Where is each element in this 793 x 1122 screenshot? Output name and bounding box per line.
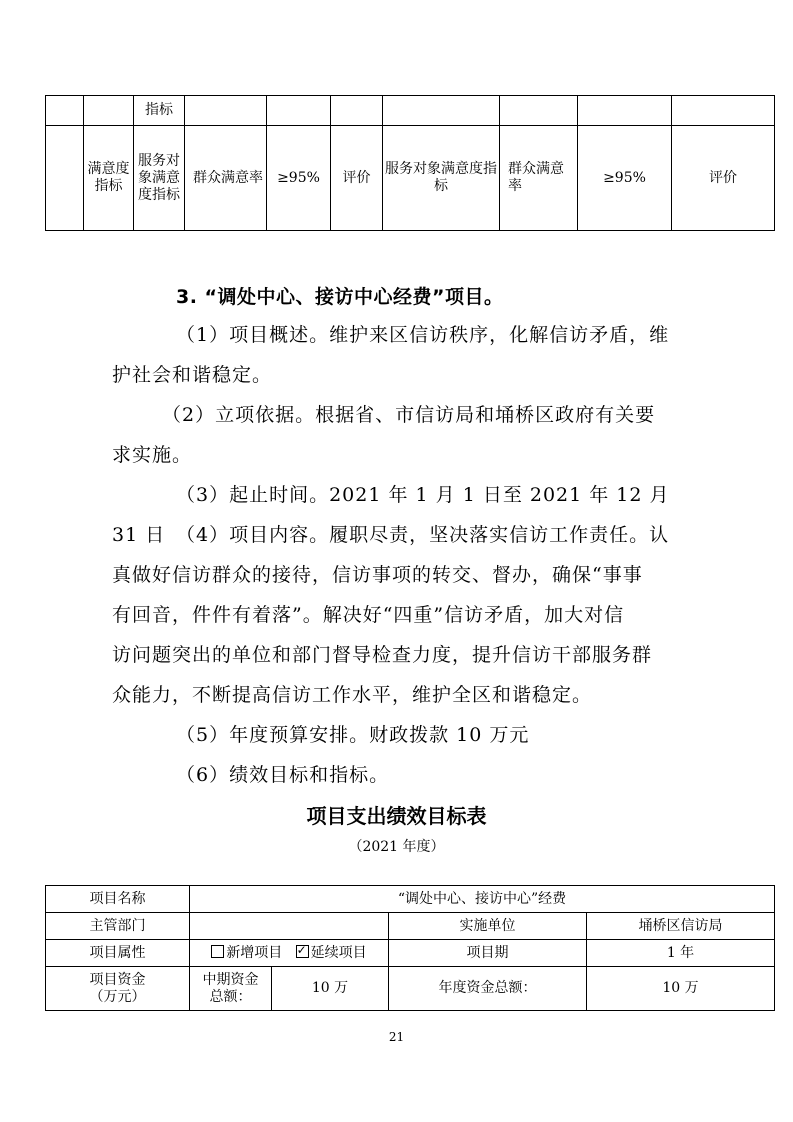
indicator-target: ≥95% [267, 126, 331, 231]
impl-label: 实施单位 [389, 913, 587, 940]
para-content-1: （4）项目内容。履职尽责，坚决落实信访工作责任。认 [176, 524, 670, 546]
indicator-method: 评价 [331, 126, 383, 231]
table-cell [331, 96, 383, 126]
para-goals: （6）绩效目标和指标。 [176, 764, 390, 786]
table-cell [267, 96, 331, 126]
indicator-table-continued [45, 95, 775, 231]
table-title: 项目支出绩效目标表 [306, 804, 487, 828]
para-content-4: 访问题突出的单位和部门督导检查力度，提升信访干部服务群 [112, 644, 653, 666]
para-overview-1: （1）项目概述。维护来区信访秩序，化解信访矛盾，维 [176, 324, 670, 346]
para-content-3: 有回音，件件有着落”。解决好“四重”信访矛盾，加大对信 [112, 604, 625, 626]
impl-value: 埇桥区信访局 [587, 913, 775, 940]
table-cell [672, 96, 775, 126]
fund-label-line1: 项目资金 [89, 971, 146, 988]
attr-options [190, 940, 389, 967]
fund-label [46, 967, 190, 1011]
attr-label: 项目属性 [46, 940, 190, 967]
para-budget: （5）年度预算安排。财政拨款 10 万元 [176, 724, 530, 746]
attr-new-label: 新增项目 [226, 944, 283, 961]
indicator-level2-annual: 服务对象满意度指标 [383, 126, 500, 231]
table-cell [185, 96, 267, 126]
table-year: （2021 年度） [348, 839, 445, 855]
para-period: （3）起止时间。2021 年 1 月 1 日至 2021 年 12 月 31 日 [112, 484, 670, 546]
period-label: 项目期 [389, 940, 587, 967]
indicator-target-annual: ≥95% [578, 126, 672, 231]
page-number: 21 [388, 1030, 405, 1044]
checkbox-checked-icon[interactable] [296, 945, 309, 958]
annual-fund-label: 年度资金总额： [389, 967, 587, 1011]
para-content-2: 真做好信访群众的接待，信访事项的转交、督办，确保“事事 [112, 564, 643, 586]
table-cell [46, 126, 84, 231]
para-basis-1: （2）立项依据。根据省、市信访局和埇桥区政府有关要 [162, 404, 656, 426]
period-value: 1 年 [587, 940, 775, 967]
indicator-level3: 群众满意率 [185, 126, 267, 231]
indicator-level3-annual: 群众满意率 [500, 126, 578, 231]
section-heading: 3. “调处中心、接访中心经费”项目。 [176, 286, 504, 308]
dept-value [190, 913, 389, 940]
table-cell [383, 96, 500, 126]
para-content-5: 众能力，不断提高信访工作水平，维护全区和谐稳定。 [112, 684, 593, 706]
table-cell: 指标 [134, 96, 185, 126]
fund-label-line2: （万元） [89, 988, 146, 1005]
table-cell [84, 96, 134, 126]
mid-fund-label: 中期资金总额： [190, 967, 272, 1011]
table-cell [578, 96, 672, 126]
mid-fund-value: 10 万 [272, 967, 389, 1011]
project-name-label: 项目名称 [46, 886, 190, 913]
table-cell [500, 96, 578, 126]
para-overview-2: 护社会和谐稳定。 [112, 364, 273, 386]
project-goal-table [45, 885, 775, 1011]
project-name-value: “调处中心、接访中心”经费 [190, 886, 775, 913]
checkbox-unchecked-icon[interactable] [211, 945, 224, 958]
attr-cont-label: 延续项目 [310, 944, 367, 961]
indicator-level1: 满意度指标 [84, 126, 134, 231]
indicator-level2: 服务对象满意度指标 [134, 126, 185, 231]
dept-label: 主管部门 [46, 913, 190, 940]
para-basis-2: 求实施。 [112, 444, 193, 466]
indicator-method-annual: 评价 [672, 126, 775, 231]
table-cell [46, 96, 84, 126]
annual-fund-value: 10 万 [587, 967, 775, 1011]
